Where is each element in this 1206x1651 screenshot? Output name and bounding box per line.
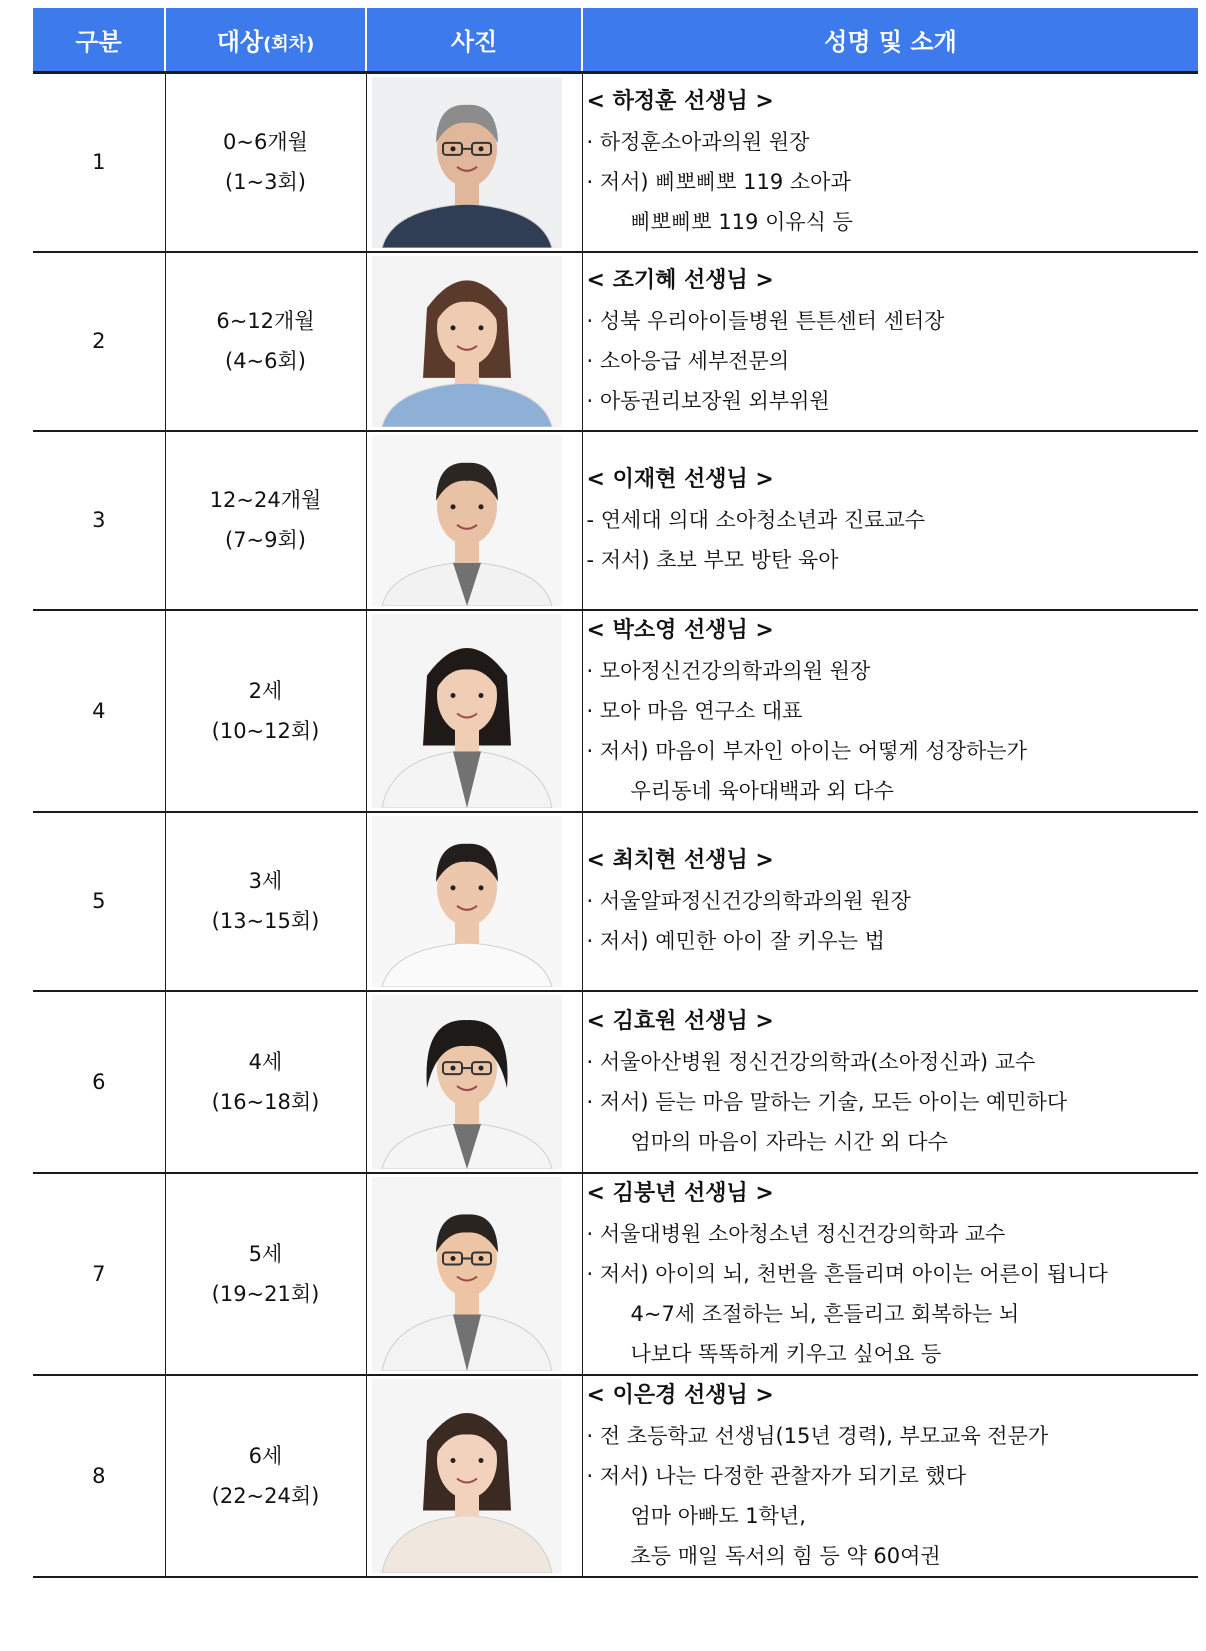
row-age: 2세 <box>248 678 283 703</box>
row-target <box>165 73 366 252</box>
instructor-name: < 김효원 선생님 > <box>586 1008 774 1034</box>
table-header <box>33 8 1198 73</box>
row-sessions: (10~12회) <box>211 718 320 743</box>
table-row <box>33 252 1198 431</box>
intro-line: · 소아응급 세부전문의 <box>586 349 790 373</box>
row-photo-cell <box>366 252 582 431</box>
intro-line: · 서울대병원 소아청소년 정신건강의학과 교수 <box>586 1221 1006 1246</box>
row-number: 8 <box>33 1375 165 1577</box>
intro-line: · 저서) 나는 다정한 관찰자가 되기로 했다 <box>586 1463 966 1488</box>
intro-line: · 저서) 삐뽀삐뽀 119 소아과 <box>586 170 851 195</box>
row-sessions: (1~3회) <box>225 170 306 195</box>
row-photo-cell <box>366 1173 582 1375</box>
row-photo-cell <box>366 431 582 610</box>
intro-line: 엄마의 마음이 자라는 시간 외 다수 <box>630 1129 948 1154</box>
row-number: 2 <box>33 252 165 431</box>
row-age: 4세 <box>248 1049 283 1074</box>
intro-line: · 전 초등학교 선생님(15년 경력), 부모교육 전문가 <box>586 1423 1049 1448</box>
row-sessions: (13~15회) <box>211 909 320 933</box>
header-category: 구분 <box>33 8 165 73</box>
row-target <box>165 1375 366 1577</box>
intro-line: 엄마 아빠도 1학년, <box>630 1503 806 1528</box>
instructor-name: < 박소영 선생님 > <box>586 617 774 643</box>
row-number: 7 <box>33 1173 165 1375</box>
header-photo: 사진 <box>366 8 582 73</box>
row-age: 6~12개월 <box>216 309 315 333</box>
intro-line: · 저서) 아이의 뇌, 천번을 흔들리며 아이는 어른이 됩니다 <box>586 1261 1108 1286</box>
intro-line: · 서울아산병원 정신건강의학과(소아정신과) 교수 <box>586 1049 1036 1074</box>
row-age: 0~6개월 <box>223 130 308 155</box>
intro-line: · 서울알파정신건강의학과의원 원장 <box>586 889 911 913</box>
row-sessions: (4~6회) <box>225 349 306 373</box>
header-intro: 성명 및 소개 <box>582 8 1198 73</box>
instructor-name: < 김붕년 선생님 > <box>586 1180 774 1206</box>
table-row <box>33 991 1198 1173</box>
header-target <box>165 8 366 73</box>
instructor-photo <box>369 1379 566 1573</box>
row-target <box>165 991 366 1173</box>
intro-line: 삐뽀삐뽀 119 이유식 등 <box>630 210 853 235</box>
intro-line: · 모아 마음 연구소 대표 <box>586 698 803 723</box>
instructor-photo <box>369 816 566 987</box>
row-sessions: (19~21회) <box>211 1281 320 1306</box>
intro-line: · 아동권리보장원 외부위원 <box>586 389 830 413</box>
row-sessions: (16~18회) <box>211 1089 320 1114</box>
instructor-photo <box>369 995 566 1169</box>
intro-line: 나보다 똑똑하게 키우고 싶어요 등 <box>630 1341 942 1366</box>
instructor-photo <box>369 435 566 606</box>
row-intro <box>582 1173 1198 1375</box>
row-intro <box>582 252 1198 431</box>
instructor-name: < 이은경 선생님 > <box>586 1382 774 1408</box>
row-sessions: (7~9회) <box>225 528 306 552</box>
row-number: 6 <box>33 991 165 1173</box>
row-number: 4 <box>33 610 165 812</box>
table-body <box>33 73 1198 1577</box>
instructor-photo <box>369 1177 566 1371</box>
intro-line: · 저서) 마음이 부자인 아이는 어떻게 성장하는가 <box>586 738 1027 763</box>
row-age: 12~24개월 <box>209 488 322 512</box>
row-target <box>165 812 366 991</box>
instructor-photo <box>369 77 566 248</box>
row-target <box>165 431 366 610</box>
header-target-main: 대상 <box>216 28 264 56</box>
instructor-table <box>33 8 1198 1578</box>
table-row <box>33 1375 1198 1577</box>
row-intro <box>582 73 1198 252</box>
intro-line: 초등 매일 독서의 힘 등 약 60여권 <box>630 1543 941 1568</box>
intro-line: · 모아정신건강의학과의원 원장 <box>586 658 871 683</box>
table-row <box>33 431 1198 610</box>
intro-line: 우리동네 육아대백과 외 다수 <box>630 778 894 803</box>
row-intro <box>582 610 1198 812</box>
instructor-photo <box>369 614 566 808</box>
table-row <box>33 73 1198 252</box>
intro-line: · 저서) 듣는 마음 말하는 기술, 모든 아이는 예민하다 <box>586 1089 1068 1114</box>
row-target <box>165 610 366 812</box>
intro-line: · 하정훈소아과의원 원장 <box>586 130 810 155</box>
instructor-name: < 하정훈 선생님 > <box>586 89 774 115</box>
intro-line: - 연세대 의대 소아청소년과 진료교수 <box>586 508 926 532</box>
instructor-name: < 이재현 선생님 > <box>586 467 774 492</box>
intro-line: · 성북 우리아이들병원 튼튼센터 센터장 <box>586 309 945 333</box>
row-age: 5세 <box>248 1241 283 1266</box>
row-photo-cell <box>366 991 582 1173</box>
row-number: 5 <box>33 812 165 991</box>
row-intro <box>582 812 1198 991</box>
row-number: 1 <box>33 73 165 252</box>
row-age: 3세 <box>248 869 283 893</box>
intro-line: - 저서) 초보 부모 방탄 육아 <box>586 548 839 572</box>
row-photo-cell <box>366 1375 582 1577</box>
row-number: 3 <box>33 431 165 610</box>
instructor-name: < 최치현 선생님 > <box>586 848 774 873</box>
row-target <box>165 252 366 431</box>
table-row <box>33 610 1198 812</box>
row-age: 6세 <box>248 1443 283 1468</box>
row-intro <box>582 1375 1198 1577</box>
row-photo-cell <box>366 73 582 252</box>
instructor-photo <box>369 256 566 427</box>
instructor-table-wrapper <box>33 8 1198 1578</box>
row-photo-cell <box>366 812 582 991</box>
row-intro <box>582 991 1198 1173</box>
table-row <box>33 812 1198 991</box>
instructor-name: < 조기혜 선생님 > <box>586 268 774 293</box>
row-target <box>165 1173 366 1375</box>
row-sessions: (22~24회) <box>211 1483 320 1508</box>
row-intro <box>582 431 1198 610</box>
header-target-sub: (회차) <box>263 34 315 55</box>
table-row <box>33 1173 1198 1375</box>
intro-line: · 저서) 예민한 아이 잘 키우는 법 <box>586 929 885 953</box>
intro-line: 4~7세 조절하는 뇌, 흔들리고 회복하는 뇌 <box>630 1301 1020 1326</box>
row-photo-cell <box>366 610 582 812</box>
